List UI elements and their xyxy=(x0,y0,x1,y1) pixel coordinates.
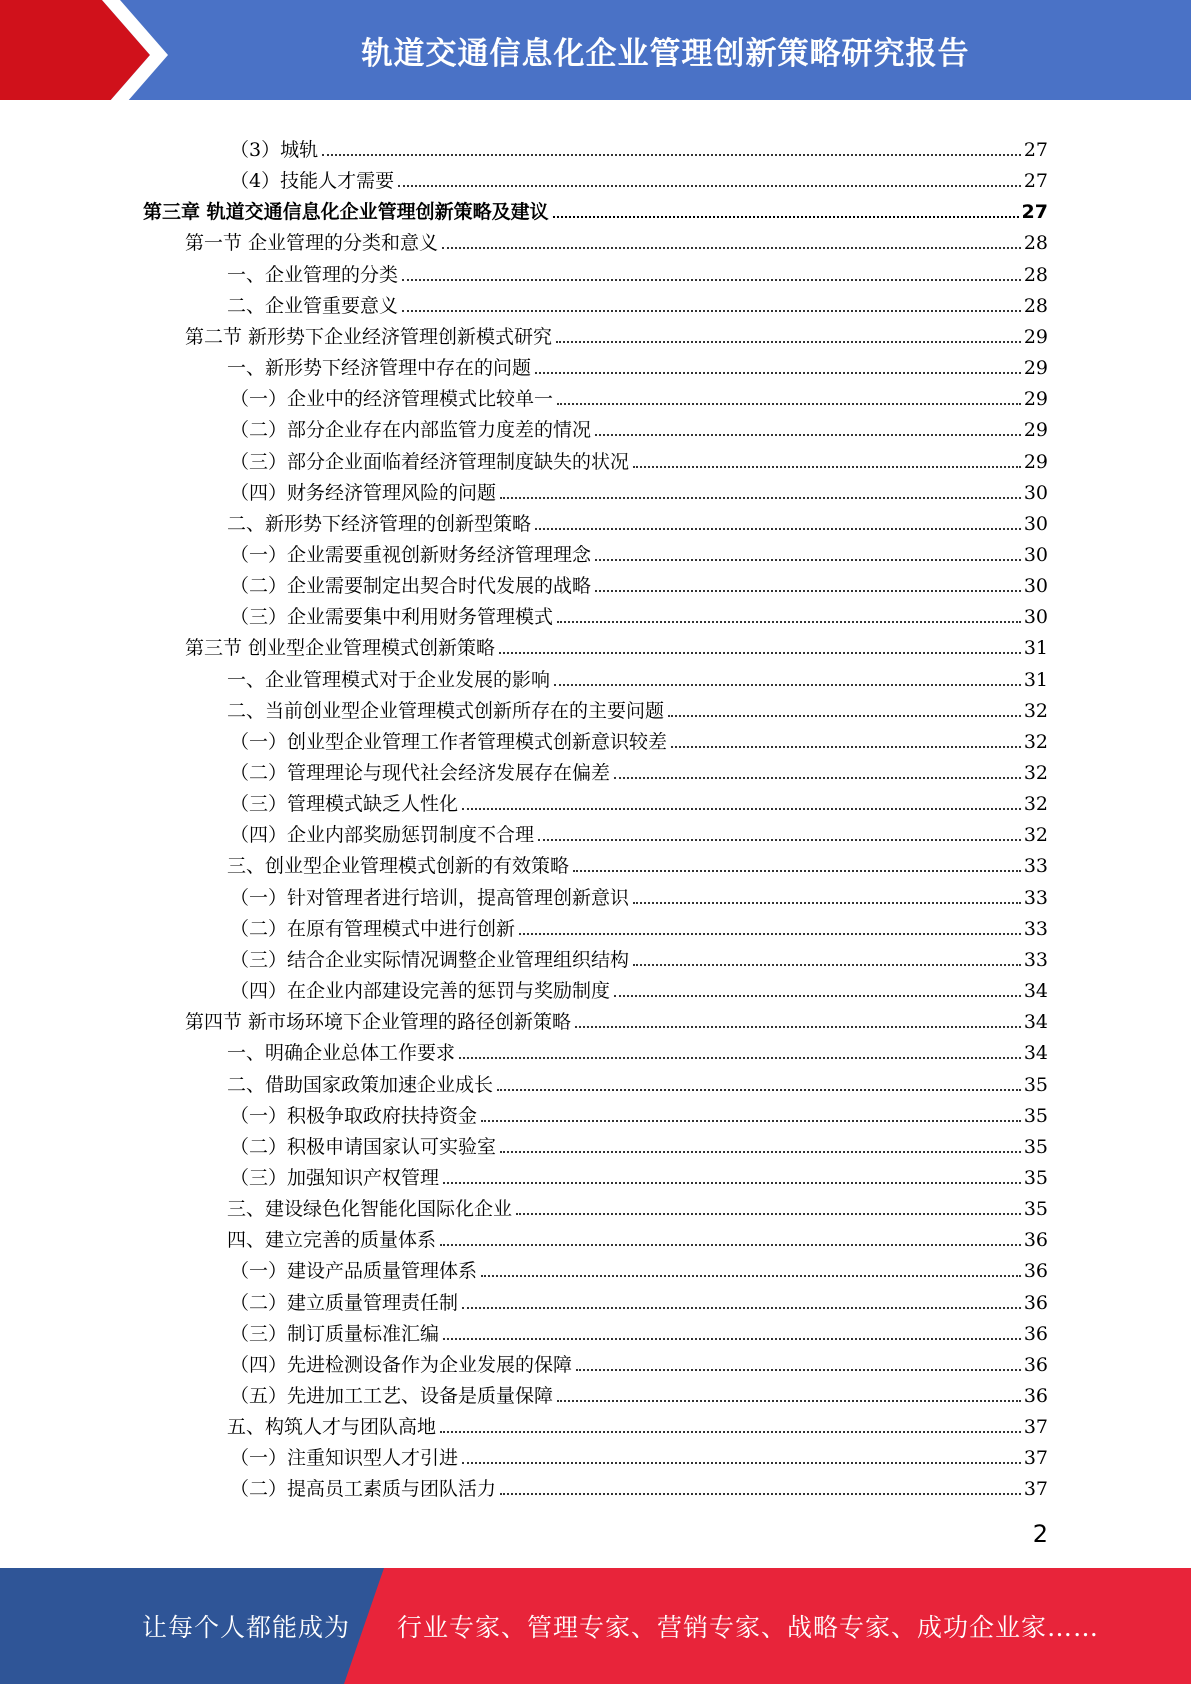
toc-dot-leader xyxy=(322,154,1021,156)
toc-entry-label: （四）财务经济管理风险的问题 xyxy=(230,481,497,504)
toc-dot-leader xyxy=(535,372,1021,374)
toc-dot-leader xyxy=(500,497,1021,499)
toc-entry xyxy=(230,1314,1048,1345)
toc-dot-leader xyxy=(573,870,1021,872)
toc-entry xyxy=(230,971,1048,1002)
toc-entry-label: （三）加强知识产权管理 xyxy=(230,1166,440,1189)
toc-dot-leader xyxy=(557,1400,1021,1402)
toc-entry-label: （二）管理理论与现代社会经济发展存在偏差 xyxy=(230,762,611,784)
toc-entry xyxy=(227,286,1048,317)
toc-entry xyxy=(230,815,1048,846)
toc-entry-page: 35 xyxy=(1023,1135,1048,1158)
toc-entry-page: 30 xyxy=(1023,575,1048,598)
toc-dot-leader xyxy=(442,247,1021,249)
toc-entry-page: 28 xyxy=(1023,232,1048,255)
toc-dot-leader xyxy=(553,216,1019,218)
toc-entry-label: （二）积极申请国家认可实验室 xyxy=(230,1135,497,1158)
toc-dot-leader xyxy=(481,1275,1021,1277)
toc-entry xyxy=(230,753,1048,784)
toc-entry-label: （二）部分企业存在内部监管力度差的情况 xyxy=(230,419,592,442)
toc-dot-leader xyxy=(595,590,1021,592)
toc-entry xyxy=(230,597,1048,628)
toc-entry-label: （二）企业需要制定出契合时代发展的战略 xyxy=(230,575,592,598)
toc-entry xyxy=(230,161,1048,192)
toc-entry xyxy=(227,1220,1048,1251)
toc-dot-leader xyxy=(595,434,1021,436)
toc-dot-leader xyxy=(614,777,1021,779)
toc-entry-label: （三）企业需要集中利用财务管理模式 xyxy=(230,606,554,629)
toc-entry xyxy=(230,473,1048,504)
toc-entry-page: 37 xyxy=(1023,1447,1048,1470)
toc-dot-leader xyxy=(481,1120,1021,1122)
toc-entry xyxy=(230,784,1048,815)
toc-entry-page: 29 xyxy=(1023,388,1048,411)
toc-entry xyxy=(230,535,1048,566)
toc-entry-label: 一、企业管理的分类 xyxy=(227,263,399,286)
toc-entry-page: 33 xyxy=(1023,855,1048,878)
toc-entry-label: （一）注重知识型人才引进 xyxy=(230,1447,459,1470)
toc-entry xyxy=(230,130,1048,161)
toc-entry xyxy=(230,379,1048,410)
toc-entry-label: 一、明确企业总体工作要求 xyxy=(227,1042,456,1065)
toc-entry xyxy=(230,878,1048,909)
toc-dot-leader xyxy=(500,1493,1021,1495)
toc-entry-label: （一）企业中的经济管理模式比较单一 xyxy=(230,388,554,411)
toc-entry-label: 第三节 创业型企业管理模式创新策略 xyxy=(185,637,496,660)
toc-dot-leader xyxy=(668,715,1021,717)
toc-entry-label: （五）先进加工工艺、设备是质量保障 xyxy=(230,1385,554,1407)
toc-entry xyxy=(230,1376,1048,1407)
toc-entry-page: 36 xyxy=(1023,1353,1048,1376)
toc-dot-leader xyxy=(440,1244,1021,1246)
toc-entry xyxy=(230,1158,1048,1189)
toc-dot-leader xyxy=(500,1151,1021,1153)
toc-entry-label: （一）积极争取政府扶持资金 xyxy=(230,1104,478,1127)
toc-entry xyxy=(230,1283,1048,1314)
toc-entry-label: 第三章 轨道交通信息化企业管理创新策略及建议 xyxy=(143,201,549,224)
toc-entry xyxy=(230,1469,1048,1500)
toc-entry-page: 30 xyxy=(1023,606,1048,629)
toc-entry-page: 35 xyxy=(1023,1166,1048,1189)
toc-entry-page: 33 xyxy=(1023,948,1048,971)
toc-entry-label: （一）企业需要重视创新财务经济管理理念 xyxy=(230,543,592,566)
footer-slogan-left: 让每个人都能成为 xyxy=(142,1613,351,1642)
report-title: 轨道交通信息化企业管理创新策略研究报告 xyxy=(361,35,970,72)
toc-entry xyxy=(230,1127,1048,1158)
toc-entry xyxy=(230,722,1048,753)
toc-dot-leader xyxy=(576,1369,1021,1371)
toc-chapter-entry xyxy=(143,192,1048,223)
footer-slogan-right: 行业专家、管理专家、营销专家、战略专家、成功企业家…… xyxy=(397,1613,1100,1642)
toc-entry-page: 33 xyxy=(1023,886,1048,909)
toc-entry-page: 32 xyxy=(1023,699,1048,722)
toc-entry-page: 29 xyxy=(1023,450,1048,473)
toc-dot-leader xyxy=(614,995,1021,997)
toc-entry xyxy=(185,628,1048,659)
toc-entry-page: 32 xyxy=(1023,793,1048,816)
toc-entry xyxy=(227,660,1048,691)
toc-entry-label: （四）在企业内部建设完善的惩罚与奖励制度 xyxy=(230,980,611,1003)
toc-entry-page: 34 xyxy=(1023,980,1048,1003)
toc-entry xyxy=(227,1033,1048,1064)
toc-entry xyxy=(230,909,1048,940)
toc-entry-label: （四）先进检测设备作为企业发展的保障 xyxy=(230,1353,573,1376)
toc-entry-page: 33 xyxy=(1023,917,1048,940)
toc-dot-leader xyxy=(402,310,1021,312)
toc-entry xyxy=(230,1438,1048,1469)
toc-dot-leader xyxy=(535,528,1021,530)
toc-dot-leader xyxy=(462,808,1021,810)
toc-entry-page: 27 xyxy=(1021,201,1048,224)
toc-entry xyxy=(227,1189,1048,1220)
toc-dot-leader xyxy=(462,1462,1021,1464)
toc-entry-label: 第四节 新市场环境下企业管理的路径创新策略 xyxy=(185,1011,572,1034)
toc-entry-page: 36 xyxy=(1023,1385,1048,1407)
toc-entry-page: 32 xyxy=(1023,824,1048,847)
toc-entry-label: 第二节 新形势下企业经济管理创新模式研究 xyxy=(185,325,553,348)
toc-dot-leader xyxy=(633,964,1021,966)
toc-dot-leader xyxy=(595,559,1021,561)
toc-entry-page: 28 xyxy=(1023,263,1048,286)
toc-entry-label: 二、企业管重要意义 xyxy=(227,294,399,317)
toc-entry xyxy=(230,410,1048,441)
toc-entry-page: 37 xyxy=(1023,1416,1048,1439)
toc-entry-page: 37 xyxy=(1023,1478,1048,1501)
toc-entry xyxy=(227,1065,1048,1096)
page-header xyxy=(0,0,1191,110)
toc-dot-leader xyxy=(538,839,1021,841)
toc-entry xyxy=(227,348,1048,379)
toc-entry-page: 27 xyxy=(1023,170,1048,193)
toc-entry-label: （三）结合企业实际情况调整企业管理组织结构 xyxy=(230,948,630,971)
toc-entry-page: 35 xyxy=(1023,1073,1048,1096)
toc-dot-leader xyxy=(557,403,1021,405)
toc-entry-label: 四、建立完善的质量体系 xyxy=(227,1229,437,1252)
toc-entry-page: 34 xyxy=(1023,1011,1048,1034)
toc-entry xyxy=(227,504,1048,535)
toc-entry-label: （四）企业内部奖励惩罚制度不合理 xyxy=(230,824,535,847)
page-number: 2 xyxy=(1032,1520,1048,1548)
toc-entry-label: 三、创业型企业管理模式创新的有效策略 xyxy=(227,855,570,878)
toc-entry-page: 30 xyxy=(1023,543,1048,566)
toc-entry xyxy=(227,255,1048,286)
page-footer xyxy=(0,1568,1191,1684)
toc-entry-page: 30 xyxy=(1023,512,1048,535)
toc-dot-leader xyxy=(497,1089,1021,1091)
toc-dot-leader xyxy=(440,1431,1021,1433)
toc-dot-leader xyxy=(462,1307,1021,1309)
toc-entry xyxy=(230,1096,1048,1127)
toc-entry-page: 28 xyxy=(1023,294,1048,317)
toc-entry-label: （二）建立质量管理责任制 xyxy=(230,1291,459,1314)
toc-entry-page: 30 xyxy=(1023,481,1048,504)
toc-entry-label: 一、新形势下经济管理中存在的问题 xyxy=(227,357,532,380)
toc-dot-leader xyxy=(633,466,1021,468)
toc-entry-label: 五、构筑人才与团队高地 xyxy=(227,1416,437,1439)
toc-entry-page: 29 xyxy=(1023,419,1048,442)
toc-entry xyxy=(230,1251,1048,1282)
toc-dot-leader xyxy=(443,1182,1021,1184)
toc-dot-leader xyxy=(402,279,1021,281)
toc-entry-label: 二、当前创业型企业管理模式创新所存在的主要问题 xyxy=(227,699,665,722)
toc-entry-page: 29 xyxy=(1023,357,1048,380)
toc-entry-page: 36 xyxy=(1023,1229,1048,1252)
toc-entry-page: 36 xyxy=(1023,1260,1048,1283)
toc-dot-leader xyxy=(554,684,1021,686)
toc-entry-label: （二）提高员工素质与团队活力 xyxy=(230,1478,497,1501)
toc-entry-page: 32 xyxy=(1023,730,1048,753)
toc-entry-label: （一）创业型企业管理工作者管理模式创新意识较差 xyxy=(230,730,668,753)
toc-entry-label: 一、企业管理模式对于企业发展的影响 xyxy=(227,668,551,691)
toc-entry xyxy=(227,846,1048,877)
toc-dot-leader xyxy=(499,652,1021,654)
toc-entry-page: 34 xyxy=(1023,1042,1048,1065)
toc-entry-label: （二）在原有管理模式中进行创新 xyxy=(230,917,516,940)
toc-entry-page: 32 xyxy=(1023,762,1048,784)
toc-dot-leader xyxy=(557,621,1021,623)
toc-dot-leader xyxy=(516,1213,1021,1215)
toc-entry xyxy=(230,566,1048,597)
toc-entry-label: 三、建设绿色化智能化国际化企业 xyxy=(227,1198,513,1221)
toc-dot-leader xyxy=(633,902,1021,904)
toc-entry-label: （三）制订质量标准汇编 xyxy=(230,1322,440,1345)
toc-entry-page: 36 xyxy=(1023,1322,1048,1345)
toc-entry-label: （一）针对管理者进行培训，提高管理创新意识 xyxy=(230,886,630,909)
toc-entry-page: 27 xyxy=(1023,139,1048,161)
toc-entry-label: （3）城轨 xyxy=(230,139,319,161)
toc-entry xyxy=(185,223,1048,254)
toc-entry-label: 二、借助国家政策加速企业成长 xyxy=(227,1073,494,1096)
toc-entry-page: 35 xyxy=(1023,1198,1048,1221)
toc-dot-leader xyxy=(519,933,1021,935)
toc-entry-label: （一）建设产品质量管理体系 xyxy=(230,1260,478,1283)
toc-entry xyxy=(227,691,1048,722)
toc-entry xyxy=(230,940,1048,971)
toc-entry-label: 第一节 企业管理的分类和意义 xyxy=(185,232,439,255)
toc-dot-leader xyxy=(671,746,1021,748)
toc-entry-label: （三）管理模式缺乏人性化 xyxy=(230,793,459,816)
toc-entry xyxy=(185,1002,1048,1033)
toc-entry xyxy=(230,442,1048,473)
toc-entry-page: 31 xyxy=(1023,637,1048,660)
toc-dot-leader xyxy=(443,1338,1021,1340)
toc-dot-leader xyxy=(556,341,1021,343)
toc-entry-label: 二、新形势下经济管理的创新型策略 xyxy=(227,512,532,535)
toc-dot-leader xyxy=(398,185,1021,187)
toc-entry xyxy=(230,1345,1048,1376)
toc-entry-page: 29 xyxy=(1023,325,1048,348)
toc-entry xyxy=(227,1407,1048,1438)
toc-entry-page: 31 xyxy=(1023,668,1048,691)
toc-entry-page: 35 xyxy=(1023,1104,1048,1127)
toc-entry-label: （三）部分企业面临着经济管理制度缺失的状况 xyxy=(230,450,630,473)
toc-dot-leader xyxy=(459,1057,1021,1059)
toc-dot-leader xyxy=(575,1026,1021,1028)
toc-entry-page: 36 xyxy=(1023,1291,1048,1314)
toc-entry xyxy=(185,317,1048,348)
toc-entry-label: （4）技能人才需要 xyxy=(230,170,395,193)
